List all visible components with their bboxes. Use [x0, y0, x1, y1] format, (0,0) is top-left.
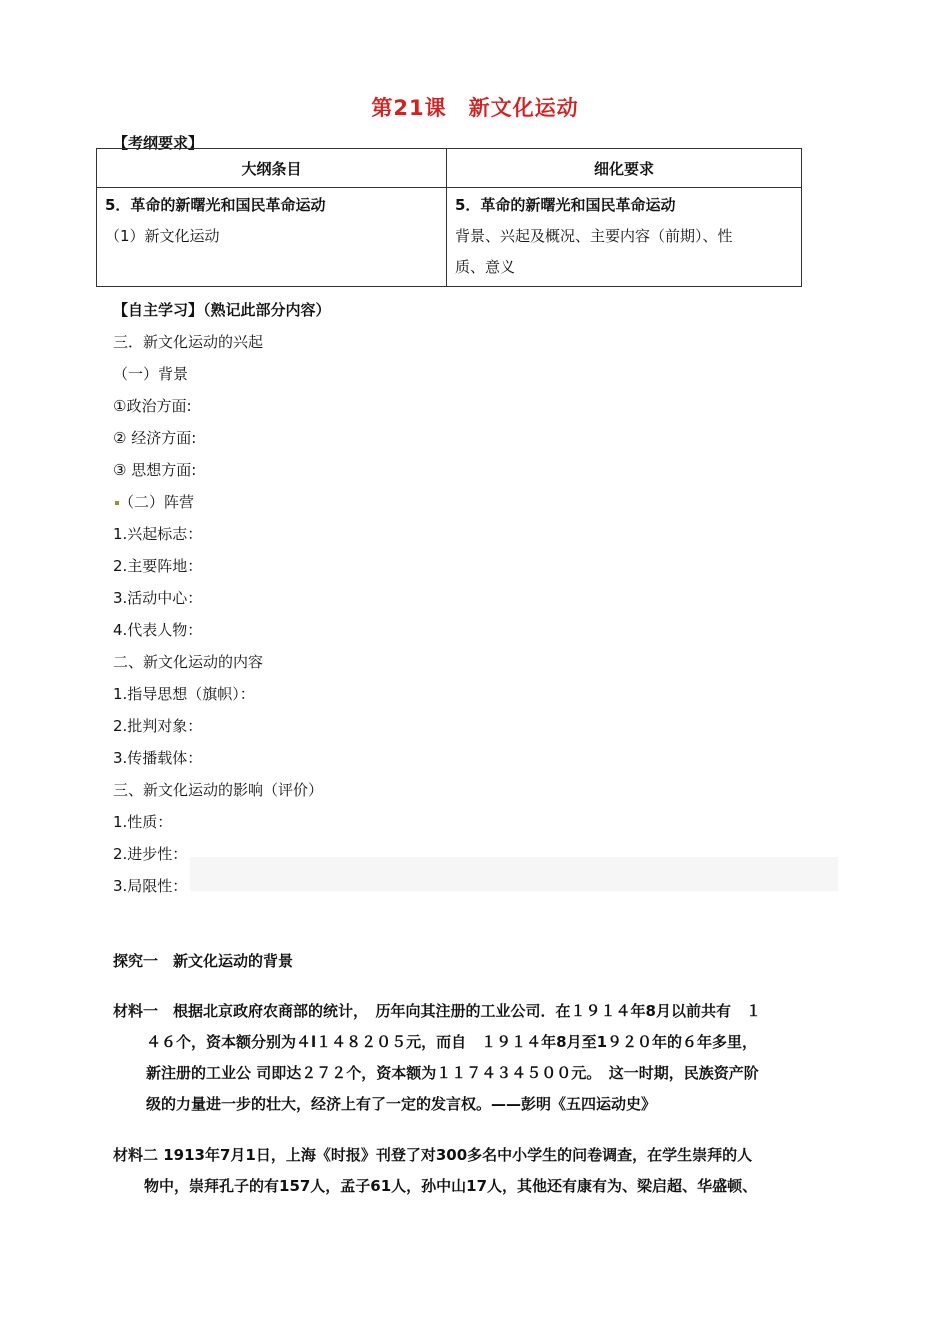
detail-item-text: 背景、兴起及概况、主要内容（前期）、性: [455, 227, 733, 245]
page-title: 第21课 新文化运动: [371, 96, 579, 120]
material-one-line: 新注册的工业公 司即达２７２个，资本额为１１７４３４５００元。 这一时期，民族资产阶: [146, 1064, 759, 1082]
list-item: 三．新文化运动的兴起: [113, 333, 264, 351]
detail-item-text-cont: 质、意义: [455, 258, 516, 276]
outline-cell: [97, 188, 447, 287]
self-study-heading: 【自主学习】（熟记此部分内容）: [113, 301, 331, 319]
column-header-outline: 大纲条目: [97, 149, 447, 188]
inquiry-heading: 探究一 新文化运动的背景: [113, 952, 294, 970]
list-item: （一）背景: [113, 365, 189, 383]
detail-item-title: 5．革命的新曙光和国民革命运动: [455, 196, 676, 214]
list-item: 4.代表人物：: [113, 621, 203, 639]
outline-item-sub: （1）新文化运动: [105, 227, 220, 245]
outline-item-title: 5．革命的新曙光和国民革命运动: [105, 196, 326, 214]
list-item: 2.进步性：: [113, 845, 188, 863]
table-row: [97, 188, 802, 287]
list-item: 3.传播载体：: [113, 749, 203, 767]
column-header-detail: 细化要求: [447, 149, 802, 188]
table-header-row: [97, 149, 802, 188]
list-item: 1.指导思想（旗帜）：: [113, 685, 255, 703]
list-item: 二、新文化运动的内容: [113, 653, 264, 671]
material-two-line: 材料二 1913年7月1日，上海《时报》刊登了对300多名中小学生的问卷调查，在学生崇拜的人: [113, 1146, 753, 1164]
material-one-line: 级的力量进一步的壮大，经济上有了一定的发言权。——彭明《五四运动史》: [146, 1095, 657, 1113]
material-one: [113, 996, 848, 1120]
material-one-line: ４６个，资本额分别为４l１４８２０５元，而自 １９１４年8月至1９２０年的６年多里，: [146, 1033, 758, 1051]
list-item: （二）阵营: [119, 493, 195, 511]
list-item: 1.性质：: [113, 813, 173, 831]
material-one-line: 材料一 根据北京政府农商部的统计， 历年向其注册的工业公司．在１９１４年8月以前共有 １: [113, 1002, 761, 1020]
answer-shading: [190, 857, 838, 891]
list-item: ② 经济方面:: [113, 429, 197, 447]
material-two: [113, 1140, 848, 1202]
detail-cell: [447, 188, 802, 287]
list-item: 三、新文化运动的影响（评价）: [113, 781, 324, 799]
list-item: 3.局限性：: [113, 877, 188, 895]
list-item: 1.兴起标志：: [113, 525, 203, 543]
requirements-table: [96, 148, 802, 287]
list-item: 2.主要阵地：: [113, 557, 203, 575]
list-item: 3.活动中心：: [113, 589, 203, 607]
material-two-line: 物中，崇拜孔子的有157人，孟子61人，孙中山17人，其他还有康有为、梁启超、华盛顿、: [144, 1177, 758, 1195]
list-item: 2.批判对象：: [113, 717, 203, 735]
list-item: ③ 思想方面:: [113, 461, 197, 479]
requirements-label: 【考纲要求】: [113, 134, 204, 152]
list-item: ①政治方面:: [113, 397, 192, 415]
